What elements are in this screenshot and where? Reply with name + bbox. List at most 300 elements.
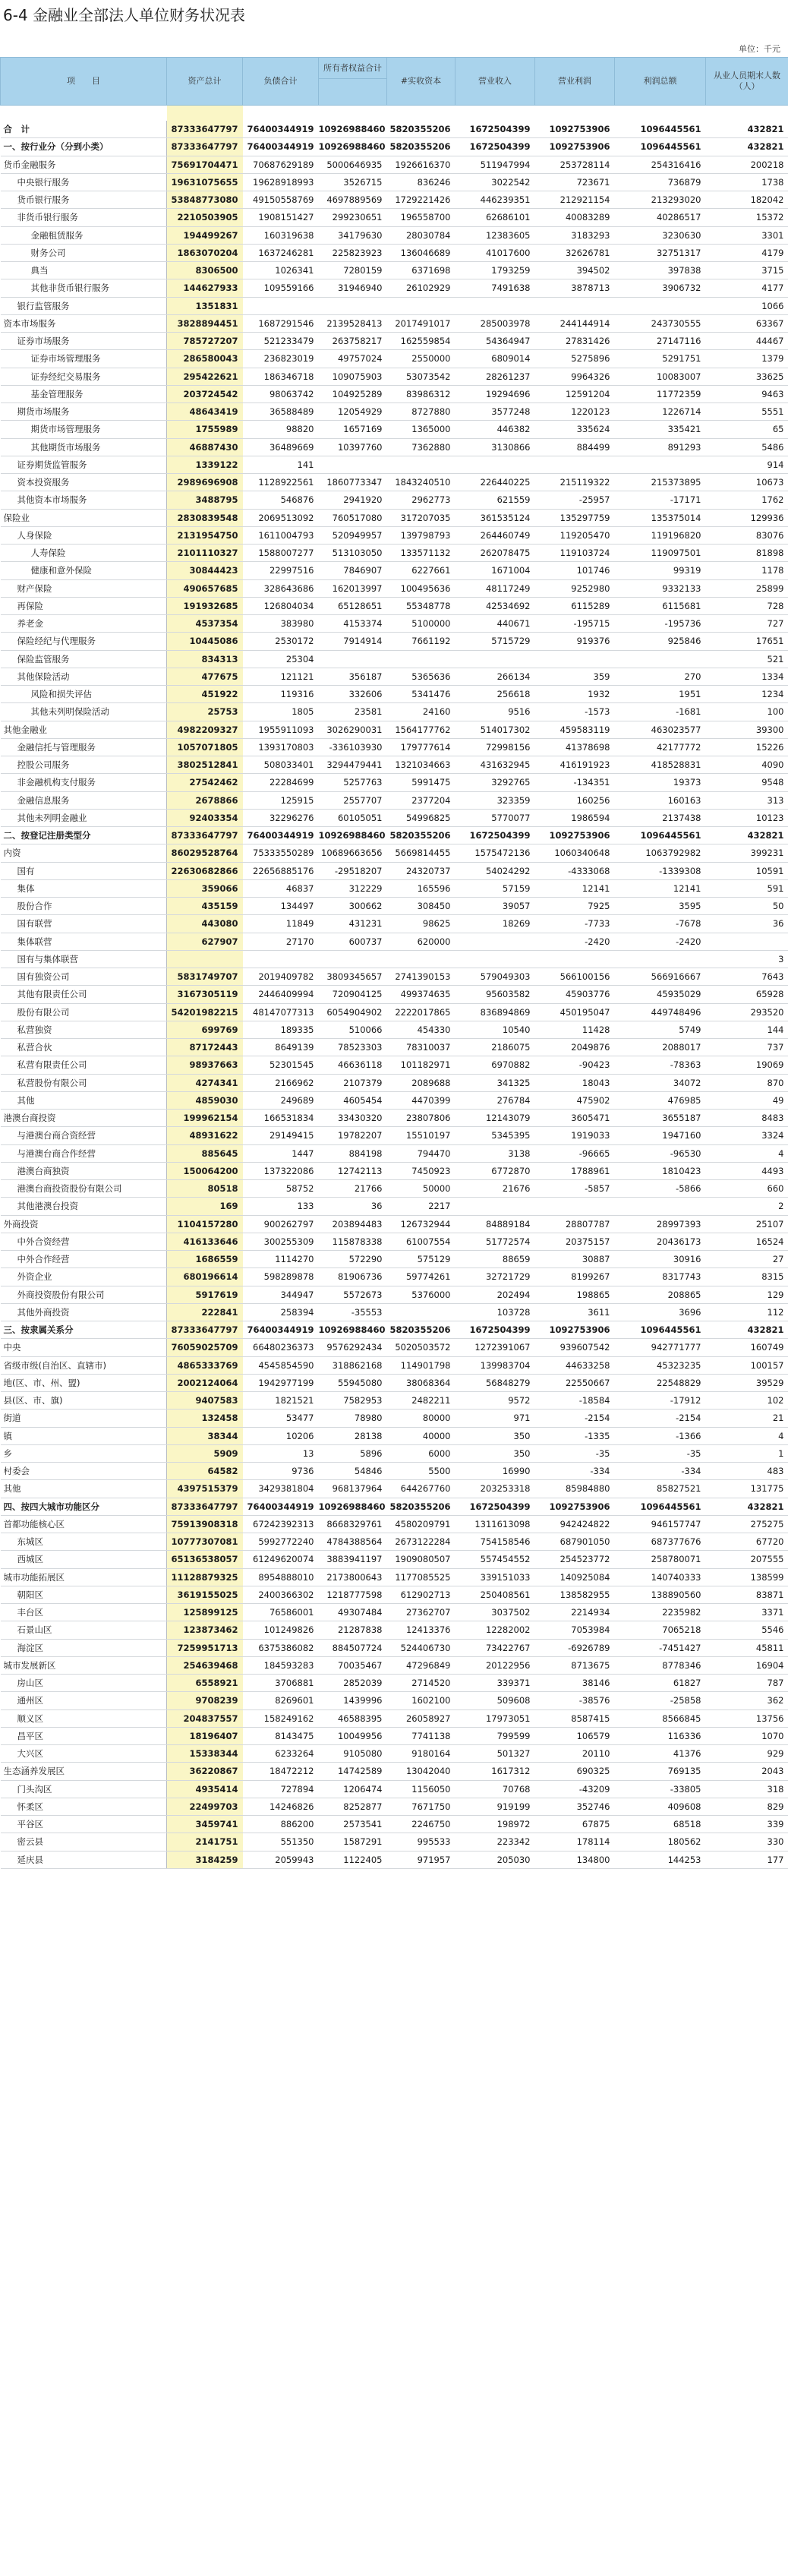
cell-total-liabilities: 53477	[243, 1410, 319, 1427]
cell-paid-in-capital: 179777614	[387, 738, 455, 756]
row-label: 保险业	[1, 509, 167, 526]
table-row	[1, 1003, 788, 1021]
cell-equity: 21287838	[319, 1621, 387, 1639]
cell-employees: 65	[706, 421, 788, 438]
header-total-liabilities: 负债合计	[243, 58, 319, 106]
cell-operating-profit: 20375157	[535, 1233, 615, 1250]
cell-total-profit: 27147116	[615, 333, 706, 350]
cell-employees: 1234	[706, 686, 788, 703]
cell-operating-profit: 1092753906	[535, 1321, 615, 1339]
cell-employees: 5551	[706, 403, 788, 421]
cell-equity: 332606	[319, 686, 387, 703]
row-label: 证券期货监管服务	[1, 456, 167, 473]
cell-employees: 129	[706, 1286, 788, 1303]
cell-operating-profit: 178114	[535, 1833, 615, 1851]
cell-total-liabilities: 2400366302	[243, 1586, 319, 1603]
cell-paid-in-capital	[387, 456, 455, 473]
cell-equity: 5896	[319, 1444, 387, 1462]
header-operating-revenue: 营业收入	[455, 58, 535, 106]
cell-total-assets: 75691704471	[167, 156, 243, 173]
cell-operating-profit: 2049876	[535, 1039, 615, 1056]
cell-equity: 2173800643	[319, 1568, 387, 1586]
cell-operating-revenue: 84889184	[455, 1215, 535, 1233]
cell-employees: 9548	[706, 774, 788, 791]
cell-operating-revenue: 5715729	[455, 633, 535, 650]
cell-operating-profit: 566100156	[535, 968, 615, 986]
cell-total-liabilities: 98820	[243, 421, 319, 438]
cell-total-liabilities: 2059943	[243, 1851, 319, 1868]
cell-total-assets: 4537354	[167, 615, 243, 633]
cell-paid-in-capital: 5376000	[387, 1286, 455, 1303]
cell-total-assets: 2830839548	[167, 509, 243, 526]
cell-operating-profit: -1573	[535, 703, 615, 721]
cell-total-assets: 18196407	[167, 1727, 243, 1744]
cell-total-profit: 160163	[615, 791, 706, 809]
cell-operating-profit: -90423	[535, 1056, 615, 1074]
cell-total-liabilities: 98063742	[243, 385, 319, 402]
cell-equity: 600737	[319, 933, 387, 950]
cell-total-assets: 75913908318	[167, 1515, 243, 1533]
cell-equity	[319, 297, 387, 314]
table-row	[1, 686, 788, 703]
table-row	[1, 1444, 788, 1462]
cell-paid-in-capital: 2017491017	[387, 314, 455, 332]
cell-total-profit: -17912	[615, 1392, 706, 1410]
cell-employees: 3324	[706, 1127, 788, 1144]
row-label: 县(区、市、旗)	[1, 1392, 167, 1410]
table-row	[1, 1162, 788, 1179]
cell-employees: 44467	[706, 333, 788, 350]
cell-total-profit: 1096445561	[615, 827, 706, 844]
cell-operating-revenue: 1793259	[455, 262, 535, 279]
cell-equity: 5257763	[319, 774, 387, 791]
row-label: 集体	[1, 879, 167, 897]
table-row	[1, 1568, 788, 1586]
cell-total-profit	[615, 456, 706, 473]
cell-total-profit: 213293020	[615, 191, 706, 209]
cell-total-profit: 140740333	[615, 1568, 706, 1586]
cell-total-assets: 53848773080	[167, 191, 243, 209]
cell-employees: 1178	[706, 562, 788, 579]
cell-equity: 4605454	[319, 1091, 387, 1109]
row-label: 城市功能拓展区	[1, 1568, 167, 1586]
table-row	[1, 1692, 788, 1709]
cell-employees: 65928	[706, 986, 788, 1003]
cell-employees: 9463	[706, 385, 788, 402]
cell-equity	[319, 650, 387, 668]
cell-total-profit: 61827	[615, 1675, 706, 1692]
cell-operating-revenue	[455, 297, 535, 314]
cell-operating-revenue: 3577248	[455, 403, 535, 421]
cell-equity: 299230651	[319, 209, 387, 226]
cell-equity: 7846907	[319, 562, 387, 579]
cell-equity: 6054904902	[319, 1003, 387, 1021]
cell-operating-profit: 1092753906	[535, 121, 615, 138]
row-label: 其他非货币银行服务	[1, 279, 167, 297]
cell-operating-revenue: 440671	[455, 615, 535, 633]
table-row	[1, 279, 788, 297]
cell-total-liabilities: 70687629189	[243, 156, 319, 173]
cell-operating-profit: 3878713	[535, 279, 615, 297]
cell-operating-revenue: 203253318	[455, 1480, 535, 1498]
cell-operating-revenue: 350	[455, 1444, 535, 1462]
row-label: 保险监管服务	[1, 650, 167, 668]
cell-equity: 65128651	[319, 597, 387, 614]
cell-operating-revenue: 754158546	[455, 1533, 535, 1551]
cell-paid-in-capital: 499374635	[387, 986, 455, 1003]
row-label: 金融信托与管理服务	[1, 738, 167, 756]
cell-operating-profit: 7925	[535, 898, 615, 915]
cell-total-assets: 98937663	[167, 1056, 243, 1074]
row-label: 三、按隶属关系分	[1, 1321, 167, 1339]
cell-total-assets: 490657685	[167, 579, 243, 597]
cell-paid-in-capital: 83986312	[387, 385, 455, 402]
cell-total-assets: 2002124064	[167, 1374, 243, 1391]
cell-total-profit: 30916	[615, 1251, 706, 1268]
table-row	[1, 1392, 788, 1410]
cell-employees: 2043	[706, 1763, 788, 1780]
cell-total-assets: 144627933	[167, 279, 243, 297]
cell-total-liabilities: 101249826	[243, 1621, 319, 1639]
header-total-assets: 资产总计	[167, 58, 243, 106]
cell-employees: 36	[706, 915, 788, 933]
cell-total-liabilities: 1908151427	[243, 209, 319, 226]
cell-operating-revenue	[455, 950, 535, 968]
cell-total-assets: 54201982215	[167, 1003, 243, 1021]
cell-equity: 10926988460	[319, 121, 387, 138]
cell-total-assets: 87333647797	[167, 121, 243, 138]
cell-equity: -35553	[319, 1303, 387, 1321]
cell-total-assets: 4982209327	[167, 721, 243, 738]
cell-operating-revenue: 226440225	[455, 474, 535, 491]
cell-equity: 1122405	[319, 1851, 387, 1868]
table-row	[1, 1515, 788, 1533]
cell-total-liabilities: 125915	[243, 791, 319, 809]
cell-total-profit: 8778346	[615, 1656, 706, 1674]
cell-operating-revenue: 6809014	[455, 350, 535, 368]
table-row	[1, 385, 788, 402]
table-row	[1, 350, 788, 368]
cell-total-assets: 416133646	[167, 1233, 243, 1250]
row-label: 非金融机构支付服务	[1, 774, 167, 791]
cell-total-profit: 409608	[615, 1798, 706, 1815]
cell-total-profit: 1226714	[615, 403, 706, 421]
cell-employees: 63367	[706, 314, 788, 332]
row-label: 证券市场管理服务	[1, 350, 167, 368]
row-label: 房山区	[1, 1675, 167, 1692]
cell-total-assets: 15338344	[167, 1745, 243, 1763]
cell-total-profit: 258780071	[615, 1551, 706, 1568]
cell-total-liabilities: 22656885176	[243, 862, 319, 879]
table-row	[1, 1303, 788, 1321]
cell-operating-profit: 1092753906	[535, 1498, 615, 1515]
cell-operating-revenue: 205030	[455, 1851, 535, 1868]
table-row	[1, 1780, 788, 1798]
cell-total-assets: 123873462	[167, 1621, 243, 1639]
cell-operating-profit: 1788961	[535, 1162, 615, 1179]
cell-operating-revenue: 266134	[455, 668, 535, 685]
cell-paid-in-capital: 5669814455	[387, 844, 455, 862]
cell-equity: 3883941197	[319, 1551, 387, 1568]
cell-paid-in-capital: 1365000	[387, 421, 455, 438]
cell-employees: 4179	[706, 244, 788, 261]
table-row	[1, 474, 788, 491]
cell-paid-in-capital: 5341476	[387, 686, 455, 703]
cell-paid-in-capital: 196558700	[387, 209, 455, 226]
table-row	[1, 950, 788, 968]
cell-total-profit: 1096445561	[615, 1498, 706, 1515]
cell-total-assets: 87333647797	[167, 827, 243, 844]
financial-statistics-table	[0, 57, 788, 1869]
row-label: 港澳台商投资	[1, 1110, 167, 1127]
cell-operating-profit: 335624	[535, 421, 615, 438]
cell-total-assets: 2141751	[167, 1833, 243, 1851]
cell-operating-revenue: 103728	[455, 1303, 535, 1321]
cell-operating-revenue: 621559	[455, 491, 535, 509]
cell-operating-profit: 28807787	[535, 1215, 615, 1233]
row-label: 风险和损失评估	[1, 686, 167, 703]
cell-paid-in-capital	[387, 1303, 455, 1321]
cell-operating-profit: 12591204	[535, 385, 615, 402]
cell-operating-profit: 1220123	[535, 403, 615, 421]
cell-operating-revenue: 12143079	[455, 1110, 535, 1127]
row-label: 村委会	[1, 1463, 167, 1480]
table-row	[1, 1374, 788, 1391]
cell-employees: 8483	[706, 1110, 788, 1127]
row-label: 平谷区	[1, 1816, 167, 1833]
cell-total-assets: 46887430	[167, 438, 243, 456]
cell-total-profit: 138890560	[615, 1586, 706, 1603]
table-row	[1, 173, 788, 191]
cell-operating-revenue	[455, 933, 535, 950]
table-row	[1, 1180, 788, 1198]
cell-total-profit: 99319	[615, 562, 706, 579]
row-label: 通州区	[1, 1692, 167, 1709]
cell-total-liabilities: 22997516	[243, 562, 319, 579]
table-row	[1, 1215, 788, 1233]
row-label: 股份有限公司	[1, 1003, 167, 1021]
cell-total-profit: -334	[615, 1463, 706, 1480]
cell-equity: 9576292434	[319, 1339, 387, 1356]
cell-operating-revenue: 54024292	[455, 862, 535, 879]
cell-operating-profit: 11428	[535, 1021, 615, 1038]
cell-total-liabilities: 133	[243, 1198, 319, 1215]
cell-operating-revenue: 350	[455, 1427, 535, 1444]
cell-operating-revenue: 557454552	[455, 1551, 535, 1568]
cell-employees: 3	[706, 950, 788, 968]
cell-employees: 16524	[706, 1233, 788, 1250]
cell-employees: 83076	[706, 526, 788, 544]
cell-total-profit: -2154	[615, 1410, 706, 1427]
header-total-profit: 利润总额	[615, 58, 706, 106]
cell-employees: 591	[706, 879, 788, 897]
cell-operating-profit: 6115289	[535, 597, 615, 614]
cell-total-liabilities: 8649139	[243, 1039, 319, 1056]
cell-paid-in-capital: 2673122284	[387, 1533, 455, 1551]
cell-total-assets: 22499703	[167, 1798, 243, 1815]
cell-employees: 362	[706, 1692, 788, 1709]
cell-total-assets: 10445086	[167, 633, 243, 650]
cell-total-liabilities: 1942977199	[243, 1374, 319, 1391]
row-label: 国有联营	[1, 915, 167, 933]
cell-employees: 45811	[706, 1639, 788, 1656]
cell-total-liabilities: 32296276	[243, 809, 319, 826]
cell-paid-in-capital: 2714520	[387, 1675, 455, 1692]
cell-total-profit: -35	[615, 1444, 706, 1462]
row-label: 国有	[1, 862, 167, 879]
cell-paid-in-capital: 620000	[387, 933, 455, 950]
row-label: 其他资本市场服务	[1, 491, 167, 509]
cell-operating-revenue: 361535124	[455, 509, 535, 526]
cell-total-profit: 463023577	[615, 721, 706, 738]
row-label: 中央	[1, 1339, 167, 1356]
cell-employees: 15372	[706, 209, 788, 226]
row-label: 密云县	[1, 1833, 167, 1851]
cell-total-liabilities: 121121	[243, 668, 319, 685]
cell-employees: 399231	[706, 844, 788, 862]
cell-paid-in-capital: 2962773	[387, 491, 455, 509]
cell-paid-in-capital: 98625	[387, 915, 455, 933]
cell-operating-revenue: 42534692	[455, 597, 535, 614]
cell-employees: 5546	[706, 1621, 788, 1639]
cell-total-profit: 1096445561	[615, 1321, 706, 1339]
cell-operating-profit: 1986594	[535, 809, 615, 826]
table-row	[1, 1339, 788, 1356]
cell-total-assets: 3184259	[167, 1851, 243, 1868]
cell-equity: 7914914	[319, 633, 387, 650]
cell-total-profit: 116336	[615, 1727, 706, 1744]
cell-total-profit: -1366	[615, 1427, 706, 1444]
cell-total-assets: 2678866	[167, 791, 243, 809]
cell-employees: 21	[706, 1410, 788, 1427]
cell-total-assets: 477675	[167, 668, 243, 685]
table-row	[1, 1816, 788, 1833]
cell-total-liabilities: 2069513092	[243, 509, 319, 526]
cell-total-assets: 699769	[167, 1021, 243, 1038]
header-operating-profit: 营业利润	[535, 58, 615, 106]
cell-paid-in-capital: 5365636	[387, 668, 455, 685]
cell-operating-revenue: 3130866	[455, 438, 535, 456]
cell-total-profit: 208865	[615, 1286, 706, 1303]
cell-operating-profit: 27831426	[535, 333, 615, 350]
table-row	[1, 1286, 788, 1303]
cell-total-profit: 85827521	[615, 1480, 706, 1498]
cell-operating-profit: 352746	[535, 1798, 615, 1815]
row-label: 金融信息服务	[1, 791, 167, 809]
cell-operating-revenue: 250408561	[455, 1586, 535, 1603]
cell-total-assets: 87333647797	[167, 1321, 243, 1339]
cell-employees: 660	[706, 1180, 788, 1198]
cell-total-liabilities: 6233264	[243, 1745, 319, 1763]
row-label: 港澳台商投资股份有限公司	[1, 1180, 167, 1198]
cell-paid-in-capital: 1926616370	[387, 156, 455, 173]
cell-employees: 100	[706, 703, 788, 721]
row-label: 顺义区	[1, 1709, 167, 1727]
cell-total-profit: 449748496	[615, 1003, 706, 1021]
cell-paid-in-capital: 5820355206	[387, 1498, 455, 1515]
cell-total-liabilities: 67242392313	[243, 1515, 319, 1533]
row-label: 中央银行服务	[1, 173, 167, 191]
table-row	[1, 898, 788, 915]
table-row	[1, 333, 788, 350]
table-row	[1, 262, 788, 279]
cell-total-assets: 2210503905	[167, 209, 243, 226]
cell-equity: 2139528413	[319, 314, 387, 332]
cell-equity: 300662	[319, 898, 387, 915]
cell-employees: 200218	[706, 156, 788, 173]
cell-equity: 28138	[319, 1427, 387, 1444]
cell-equity: 12742113	[319, 1162, 387, 1179]
cell-paid-in-capital: 995533	[387, 1833, 455, 1851]
cell-total-assets: 1104157280	[167, 1215, 243, 1233]
cell-total-assets: 834313	[167, 650, 243, 668]
cell-operating-profit: 723671	[535, 173, 615, 191]
cell-equity: 109075903	[319, 368, 387, 385]
table-row	[1, 1745, 788, 1763]
cell-employees: 1334	[706, 668, 788, 685]
cell-total-assets: 125899125	[167, 1604, 243, 1621]
cell-total-assets: 194499267	[167, 226, 243, 244]
cell-equity: 5000646935	[319, 156, 387, 173]
cell-paid-in-capital: 5500	[387, 1463, 455, 1480]
table-row	[1, 244, 788, 261]
row-label: 其他保险活动	[1, 668, 167, 685]
cell-total-assets: 204837557	[167, 1709, 243, 1727]
cell-operating-revenue: 1672504399	[455, 1498, 535, 1515]
cell-operating-profit: 212921154	[535, 191, 615, 209]
cell-total-profit: 1096445561	[615, 138, 706, 156]
cell-total-assets: 7259951713	[167, 1639, 243, 1656]
cell-operating-profit: 7053984	[535, 1621, 615, 1639]
cell-total-liabilities: 727894	[243, 1780, 319, 1798]
cell-total-profit: 3230630	[615, 226, 706, 244]
cell-equity: 968137964	[319, 1480, 387, 1498]
cell-total-assets: 1339122	[167, 456, 243, 473]
cell-total-assets: 132458	[167, 1410, 243, 1427]
cell-employees: 15226	[706, 738, 788, 756]
cell-operating-profit: 5275896	[535, 350, 615, 368]
cell-equity: 572290	[319, 1251, 387, 1268]
cell-operating-profit: -134351	[535, 774, 615, 791]
cell-paid-in-capital: 5820355206	[387, 827, 455, 844]
row-label: 典当	[1, 262, 167, 279]
row-label: 人寿保险	[1, 545, 167, 562]
cell-operating-revenue: 256618	[455, 686, 535, 703]
table-row	[1, 1604, 788, 1621]
cell-operating-profit: 18043	[535, 1074, 615, 1091]
cell-paid-in-capital: 5991475	[387, 774, 455, 791]
cell-total-liabilities: 76400344919	[243, 121, 319, 138]
row-label: 西城区	[1, 1551, 167, 1568]
cell-equity: 81906736	[319, 1268, 387, 1286]
cell-paid-in-capital: 836246	[387, 173, 455, 191]
cell-operating-profit: -43209	[535, 1780, 615, 1798]
cell-employees: 4177	[706, 279, 788, 297]
cell-operating-profit: 3183293	[535, 226, 615, 244]
cell-paid-in-capital: 6371698	[387, 262, 455, 279]
cell-total-assets: 680196614	[167, 1268, 243, 1286]
cell-total-liabilities: 76586001	[243, 1604, 319, 1621]
cell-operating-profit: 106579	[535, 1727, 615, 1744]
cell-total-assets: 65136538057	[167, 1551, 243, 1568]
cell-operating-revenue: 511947994	[455, 156, 535, 173]
row-label: 大兴区	[1, 1745, 167, 1763]
cell-total-profit: 397838	[615, 262, 706, 279]
cell-total-liabilities: 1026341	[243, 262, 319, 279]
cell-total-assets: 3802512841	[167, 756, 243, 774]
cell-paid-in-capital: 2222017865	[387, 1003, 455, 1021]
cell-total-profit: 736879	[615, 173, 706, 191]
